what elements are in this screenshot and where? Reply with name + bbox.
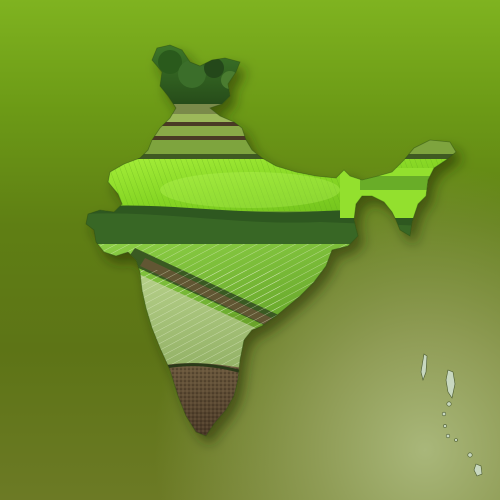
island-chain (421, 354, 482, 476)
rice-field-texture (80, 40, 480, 466)
